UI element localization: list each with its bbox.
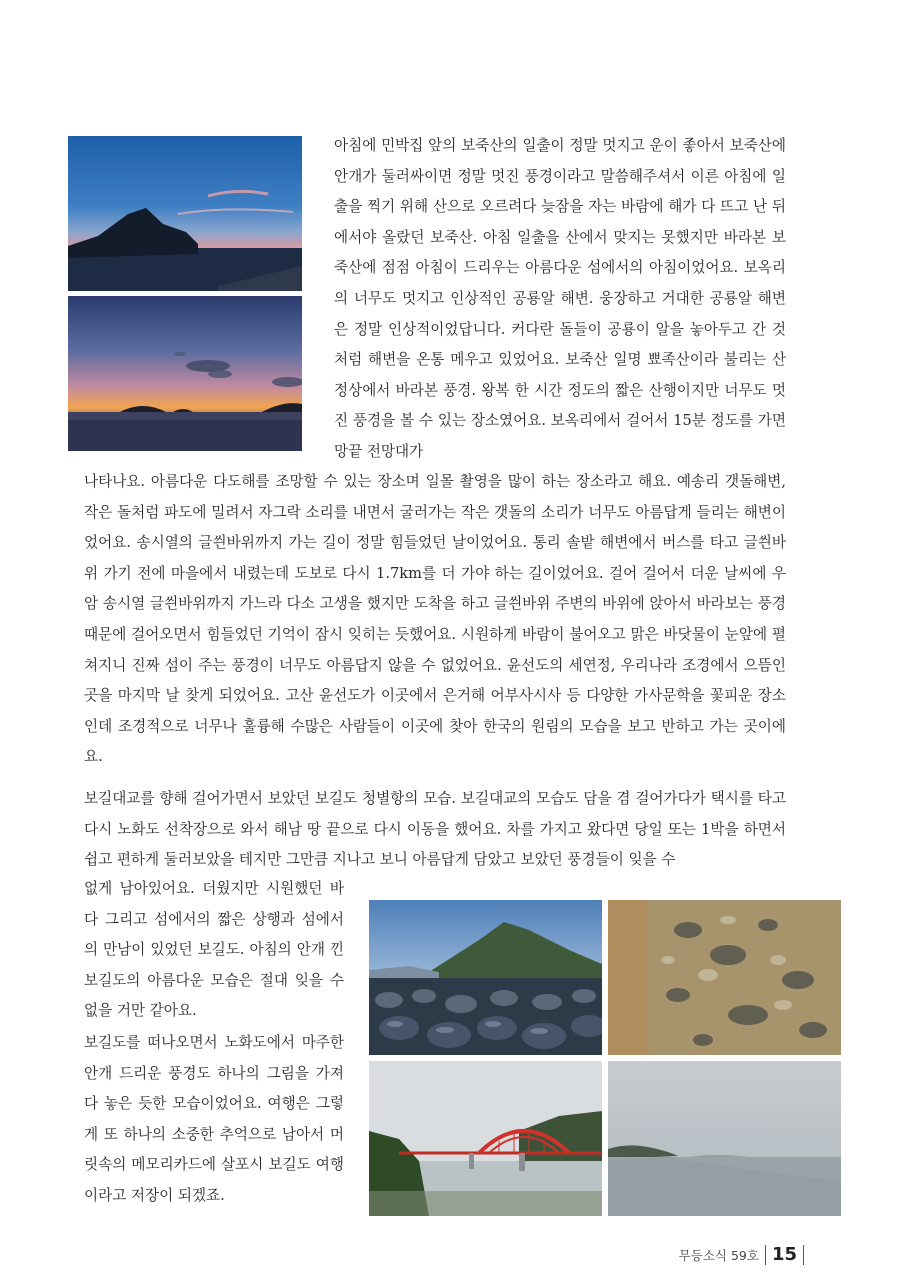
photo-lichen-rock (608, 900, 841, 1055)
footer-divider (765, 1245, 766, 1265)
paragraph-top: 아침에 민박집 앞의 보죽산의 일출이 정말 멋지고 운이 좋아서 보죽산에 안개가 둘러싸이면 정말 멋진 풍경이라고 말씀해주셔서 이른 아침에 일출을 찍기 위해 산으로 오르려다 늦잠을 자는 바람에 해가 다 뜨고 난 뒤에서야 올랐던 보죽산. 아침 일출을 산에서 맞지는 못했지만 바라본 보죽산에 점점 아침이 드리우는 아름다운 섬에서의 아침이었어요. 보옥리의 너무도 멋지고 인상적인 공룡알 해변. 웅장하고 거대한 공룡알 해변은 정말 인상적이었답니다. 커다란 돌들이 공룡이 알을 놓아두고 간 것처럼 해변을 온통 메우고 있었어요. 보죽산 일명 뾰족산이라 불리는 산 정상에서 바라본 풍경. 왕복 한 시간 정도의 짧은 산행이지만 너무도 멋진 풍경을 볼 수 있는 장소였어요. 보옥리에서 걸어서 15분 정도를 가면 망끝 전망대가 (334, 137, 786, 460)
photo-dusk-mountain (68, 136, 302, 291)
paragraph-left: 없게 남아있어요. 더웠지만 시원했던 바다 그리고 섬에서의 짧은 상행과 섬에서의 만남이 있었던 보길도. 아침의 안개 낀 보길도의 아름다운 모습은 절대 잊을 수 없을 거만 같아요. (84, 880, 344, 1020)
footer-divider-right (803, 1245, 804, 1265)
page-footer (679, 1244, 804, 1265)
paragraph-full-text: 나타나요. 아름다운 다도해를 조망할 수 있는 장소며 일몰 촬영을 많이 하는 장소라고 해요. 예송리 갯돌해변, 작은 돌처럼 파도에 밀려서 자그락 소리를 내면서 굴러가는 작은 갯돌의 소리가 너무도 아름답게 들리는 해변이었어요. 송시열의 글씐바위까지 가는 길이 정말 힘들었던 날이었어요. 통리 솔밭 해변에서 버스를 타고 글씐바위 가기 전에 마을에서 내렸는데 도보로 다시 1.7km를 더 가야 하는 길이었어요. 걸어 걸어서 더운 날씨에 우암 송시열 글씐바위까지 가느라 다소 고생을 했지만 도착을 하고 글씐바위 주변의 바위에 앉아서 바라보는 풍경 때문에 걸어오면서 힘들었던 기억이 잠시 잊히는 듯했어요. 시원하게 바람이 불어오고 맑은 바닷물이 눈앞에 펼쳐지니 진짜 섬이 주는 풍경이 너무도 아름답지 않을 수 없었어요. 윤선도의 세연정, 우리나라 조경에서 으뜸인 곳을 마지막 날 찾게 되었어요. 고산 윤선도가 이곳에서 은거해 어부사시사 등 다양한 가사문학을 꽃피운 장소인데 조경적으로 너무나 훌륭해 수많은 사람들이 이곳에 찾아 한국의 원림의 모습을 보고 반하고 가는 곳이에요. (84, 473, 786, 766)
page-number: 15 (771, 1244, 797, 1265)
paragraph-full-2: 보길대교를 향해 걸어가면서 보았던 보길도 청별항의 모습. 보길대교의 모습도 담을 겸 걸어가다가 택시를 타고 다시 노화도 선착장으로 와서 해남 땅 끝으로 다시 이동을 했어요. 차를 가지고 왔다면 당일 또는 1박을 하면서 쉽고 편하게 둘러보았을 테지만 그만큼 지나고 보니 아름답게 담았고 보았던 풍경들이 잊을 수 (84, 790, 786, 869)
issue-label: 무등소식 59호 (678, 1247, 759, 1263)
paragraph-full (84, 467, 786, 773)
photo-pebble-beach (369, 900, 602, 1055)
photo-sunset-islands (68, 296, 302, 451)
photo-misty-sea (608, 1061, 841, 1216)
paragraph-left-2: 보길도를 떠나오면서 노화도에서 마주한 안개 드리운 풍경도 하나의 그림을 가져다 놓은 듯한 모습이었어요. 여행은 그렇게 또 하나의 소중한 추억으로 남아서 머릿속의 메모리카드에 살포시 보길도 여행이라고 저장이 되겠죠. (84, 1034, 344, 1204)
photo-red-bridge (369, 1061, 602, 1216)
